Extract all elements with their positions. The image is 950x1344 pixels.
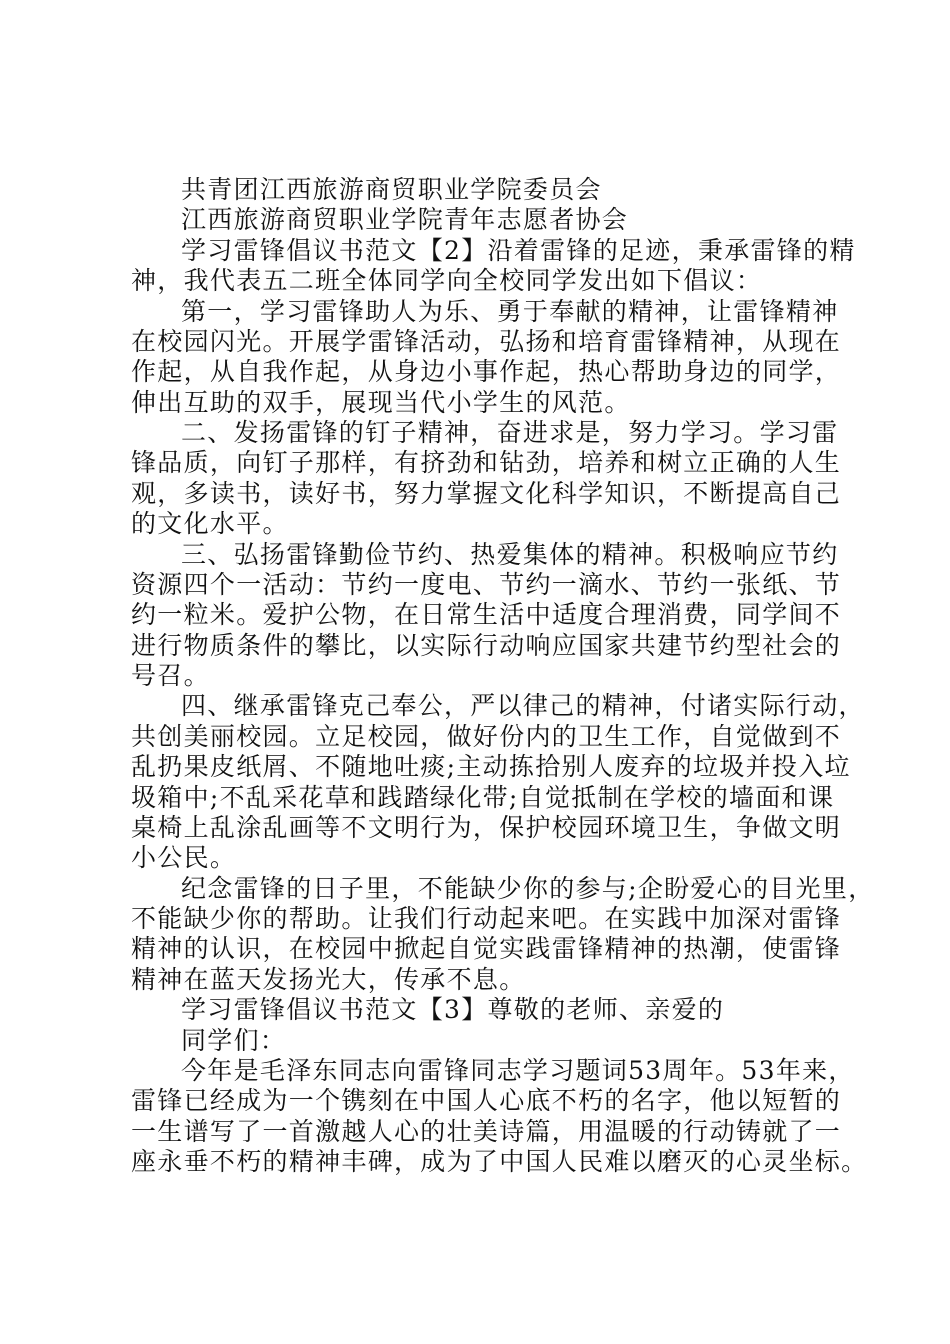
text-line: 伸出互助的双手，展现当代小学生的风范。 [131, 388, 631, 417]
text-line: 纪念雷锋的日子里，不能缺少你的参与;企盼爱心的目光里， [181, 874, 875, 903]
text-line: 座永垂不朽的精神丰碑，成为了中国人民难以磨灭的心灵坐标。 [131, 1147, 868, 1176]
text-line: 乱扔果皮纸屑、不随地吐痰;主动拣拾别人废弃的垃圾并投入垃 [131, 752, 851, 781]
text-line: 桌椅上乱涂乱画等不文明行为，保护校园环境卫生，争做文明 [131, 813, 842, 842]
text-line: 在校园闪光。开展学雷锋活动，弘扬和培育雷锋精神，从现在 [131, 327, 842, 356]
text-line: 神，我代表五二班全体同学向全校同学发出如下倡议： [131, 266, 763, 295]
text-line: 作起，从自我作起，从身边小事作起，热心帮助身边的同学， [131, 357, 842, 386]
text-line: 资源四个一活动：节约一度电、节约一滴水、节约一张纸、节 [131, 570, 842, 599]
text-line: 号召。 [131, 661, 210, 690]
text-line: 第一，学习雷锋助人为乐、勇于奉献的精神，让雷锋精神 [181, 297, 839, 326]
text-line: 雷锋已经成为一个镌刻在中国人心底不朽的名字，他以短暂的 [131, 1086, 842, 1115]
text-line: 小公民。 [131, 843, 237, 872]
text-line: 三、弘扬雷锋勤俭节约、热爱集体的精神。积极响应节约 [181, 540, 839, 569]
text-line: 圾箱中;不乱采花草和践踏绿化带;自觉抵制在学校的墙面和课 [131, 783, 835, 812]
text-line: 学习雷锋倡议书范文【3】尊敬的老师、亲爱的 [181, 995, 725, 1024]
text-line: 精神的认识，在校园中掀起自觉实践雷锋精神的热潮，使雷锋 [131, 934, 842, 963]
text-line: 锋品质，向钉子那样，有挤劲和钻劲，培养和树立正确的人生 [131, 448, 842, 477]
text-line: 四、继承雷锋克己奉公，严以律己的精神，付诸实际行动， [181, 691, 865, 720]
text-line: 今年是毛泽东同志向雷锋同志学习题词53周年。53年来， [181, 1056, 855, 1085]
text-line: 的文化水平。 [131, 509, 289, 538]
text-line: 进行物质条件的攀比，以实际行动响应国家共建节约型社会的 [131, 631, 842, 660]
text-line: 精神在蓝天发扬光大，传承不息。 [131, 965, 526, 994]
text-line: 学习雷锋倡议书范文【2】沿着雷锋的足迹，秉承雷锋的精 [181, 236, 856, 265]
text-line: 同学们： [181, 1026, 287, 1055]
text-line: 一生谱写了一首激越人心的壮美诗篇，用温暖的行动铸就了一 [131, 1117, 842, 1146]
text-line: 二、发扬雷锋的钉子精神，奋进求是，努力学习。学习雷 [181, 418, 839, 447]
text-line: 观，多读书，读好书，努力掌握文化科学知识，不断提高自己 [131, 479, 842, 508]
text-line: 不能缺少你的帮助。让我们行动起来吧。在实践中加深对雷锋 [131, 904, 842, 933]
text-line: 江西旅游商贸职业学院青年志愿者协会 [181, 205, 629, 234]
text-line: 约一粒米。爱护公物，在日常生活中适度合理消费，同学间不 [131, 600, 842, 629]
text-line: 共创美丽校园。立足校园，做好份内的卫生工作，自觉做到不 [131, 722, 842, 751]
text-line: 共青团江西旅游商贸职业学院委员会 [181, 175, 602, 204]
